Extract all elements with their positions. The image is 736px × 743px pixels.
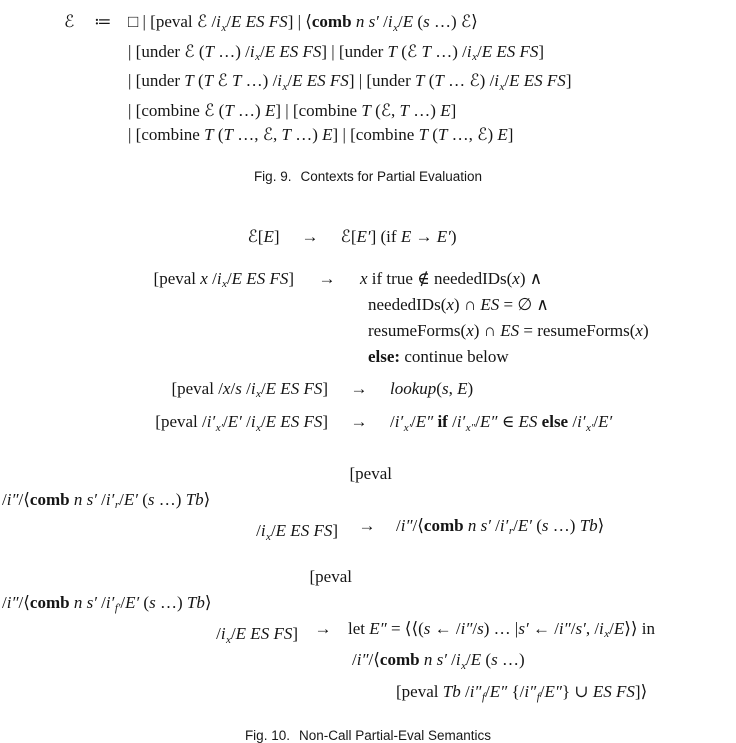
rule-peval-comb-rest: [0, 461, 736, 550]
math-line: [peval /x/s $/i_x/E$ ES FS]: [2, 376, 328, 408]
rule-rhs: [390, 409, 736, 441]
math-line: /i″/⟨comb n s′ $/i_x/E$ (s …): [348, 647, 736, 679]
rule-peval-comb-function: [0, 564, 736, 711]
rewrite-arrow: →: [328, 409, 390, 441]
fig10-caption-label: Fig. 10.: [245, 728, 290, 743]
math-line: lookup(s, E): [390, 376, 736, 402]
rule-lhs: [2, 461, 338, 550]
rule-context-step: [0, 224, 736, 250]
math-line: [peval x $/i_x/E$ ES FS]: [2, 266, 294, 298]
grammar-line: | [combine ℰ (T …) E] | [combine T (ℰ, T …) E]: [128, 99, 571, 123]
math-line: /i″/⟨comb n s′ $/i'_r/E'$ (s …) Tb⟩: [396, 513, 736, 545]
fig10-caption: [0, 728, 736, 743]
math-line: let E″ = ⟨⟨(s ← /i″/s) … |s′ ← /i″/s′, $/i_x/E⟩⟩$ in: [348, 616, 736, 648]
math-line: x if true ∉ neededIDs(x) ∧: [360, 266, 736, 292]
grammar-line: | [under ℰ (T …) $/i_x/E$ ES FS] | [under T (ℰ T …) $/i_x/E$ ES FS]: [128, 40, 571, 70]
grammar-symbol: ℰ: [64, 10, 94, 147]
rule-group-peval-slash: [0, 376, 736, 441]
math-line: else: continue below: [360, 344, 736, 370]
math-line: /i″/⟨comb n s′ $/i'_r/E'$ (s …) Tb⟩: [2, 487, 338, 519]
rule-rhs: [390, 376, 736, 408]
math-line: [peval: [2, 564, 352, 590]
math-line: [peval: [2, 461, 392, 487]
fig9-caption-text: Contexts for Partial Evaluation: [300, 169, 482, 184]
grammar-line: | [under T (T ℰ T …) $/i_x/E$ ES FS] | [under T (T … ℰ) $/i_x/E$ ES FS]: [128, 69, 571, 99]
math-line: [peval Tb $/i''_f/E''$ $\{/i''_f/E''\}$ ∪ ES FS]⟩: [348, 679, 736, 711]
grammar-block: [64, 10, 736, 147]
math-line: $/i'_{x'}/E''$ if $/i'_{x''}/E''$ ∈ ES else $/i'_{x'}/E'$: [390, 409, 736, 441]
rule-lhs: ℰ[E]: [248, 227, 280, 246]
fig9-caption-label: Fig. 9.: [254, 169, 292, 184]
grammar-assign-symbol: ≔: [94, 10, 128, 147]
rewrite-arrow: →: [338, 461, 396, 550]
fig10-caption-text: Non-Call Partial-Eval Semantics: [299, 728, 491, 743]
math-line: resumeForms(x) ∩ ES = resumeForms(x): [360, 318, 736, 344]
rule-lhs: [2, 564, 298, 711]
grammar-lines: [128, 10, 571, 147]
rule-rhs: [360, 266, 736, 370]
rewrite-arrow: →: [302, 224, 319, 250]
rule-lhs: [2, 409, 328, 441]
rewrite-arrow: →: [298, 564, 348, 711]
math-line: [peval $/i'_{x'}/E'$ $/i_x/E$ ES FS]: [2, 409, 328, 441]
rule-peval-variable: [0, 266, 736, 370]
rewrite-arrow: →: [328, 376, 390, 408]
rewrite-arrow: →: [294, 266, 360, 370]
math-line: $/i_x/E$ ES FS]: [2, 518, 338, 550]
rule-lhs: [2, 376, 328, 408]
paper-page: [0, 10, 736, 743]
rule-rhs: ℰ[E′] (if E → E′): [341, 227, 457, 246]
math-line: neededIDs(x) ∩ ES = ∅ ∧: [360, 292, 736, 318]
rule-lhs: [2, 266, 294, 370]
math-line: /i″/⟨comb n s′ $/i'_{f'}/E'$ (s …) Tb⟩: [2, 590, 298, 622]
math-line: $/i_x/E$ ES FS]: [2, 621, 298, 653]
rule-rhs: [396, 461, 736, 550]
grammar-line: □ | [peval ℰ $/i_x/E$ ES FS] | ⟨comb n s′ $/i_x/E$ (s …) ℰ⟩: [128, 10, 571, 40]
fig9-caption: [0, 169, 736, 184]
figure-10: [0, 224, 736, 743]
rule-rhs: [348, 564, 736, 711]
figure-9: [0, 10, 736, 184]
grammar-line: | [combine T (T …, ℰ, T …) E] | [combine T (T …, ℰ) E]: [128, 123, 571, 147]
